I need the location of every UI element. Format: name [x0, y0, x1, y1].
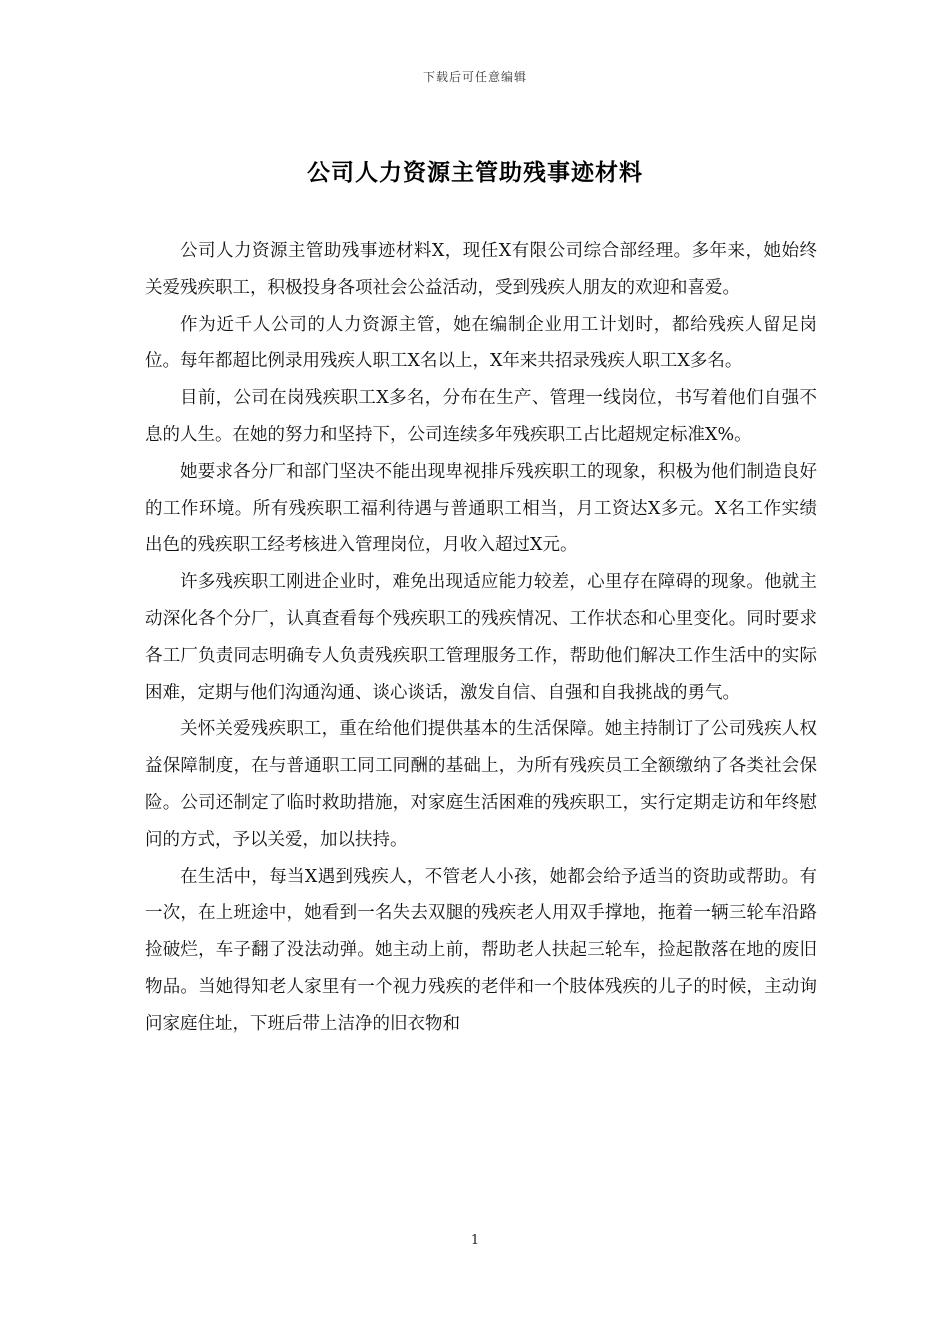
page-header: 下载后可任意编辑 — [422, 70, 527, 84]
document-body — [145, 233, 817, 1043]
paragraph: 作为近千人公司的人力资源主管，她在编制企业用工计划时，都给残疾人留足岗位。每年都超比例录用残疾人职工X名以上，X年来共招录残疾人职工X多名。 — [145, 314, 817, 372]
paragraph: 许多残疾职工刚进企业时，难免出现适应能力较差，心里存在障碍的现象。他就主动深化各个分厂，认真查看每个残疾职工的残疾情况、工作状态和心里变化。同时要求各工厂负责同志明确专人负责残疾职工管理服务工作，帮助他们解决工作生活中的实际困难，定期与他们沟通沟通、谈心谈话，激发自信、自强和自我挑战的勇气。 — [145, 572, 817, 703]
paragraph: 她要求各分厂和部门坚决不能出现卑视排斥残疾职工的现象，积极为他们制造良好的工作环境。所有残疾职工福利待遇与普通职工相当，月工资达X多元。X名工作实绩出色的残疾职工经考核进入管理岗位，月收入超过X元。 — [145, 461, 817, 556]
paragraph: 公司人力资源主管助残事迹材料X，现任X有限公司综合部经理。多年来，她始终关爱残疾职工，积极投身各项社会公益活动，受到残疾人朋友的欢迎和喜爱。 — [145, 241, 817, 298]
paragraph: 在生活中，每当X遇到残疾人，不管老人小孩，她都会给予适当的资助或帮助。有一次，在上班途中，她看到一名失去双腿的残疾老人用双手撑地，拖着一辆三轮车沿路捡破烂，车子翻了没法动弹。她主动上前，帮助老人扶起三轮车，捡起散落在地的废旧物品。当她得知老人家里有一个视力残疾的老伴和一个肢体残疾的儿子的时候，主动询问家庭住址，下班后带上洁净的旧衣物和 — [145, 866, 817, 1034]
document-title: 公司人力资源主管助残事迹材料 — [307, 159, 643, 186]
page-number: 1 — [470, 1233, 480, 1248]
paragraph: 目前，公司在岗残疾职工X多名，分布在生产、管理一线岗位，书写着他们自强不息的人生。在她的努力和坚持下，公司连续多年残疾职工占比超规定标准X%。 — [145, 388, 817, 445]
paragraph: 关怀关爱残疾职工，重在给他们提供基本的生活保障。她主持制订了公司残疾人权益保障制度，在与普通职工同工同酬的基础上，为所有残疾员工全额缴纳了各类社会保险。公司还制定了临时救助措施，对家庭生活困难的残疾职工，实行定期走访和年终慰问的方式，予以关爱，加以扶持。 — [145, 719, 817, 850]
